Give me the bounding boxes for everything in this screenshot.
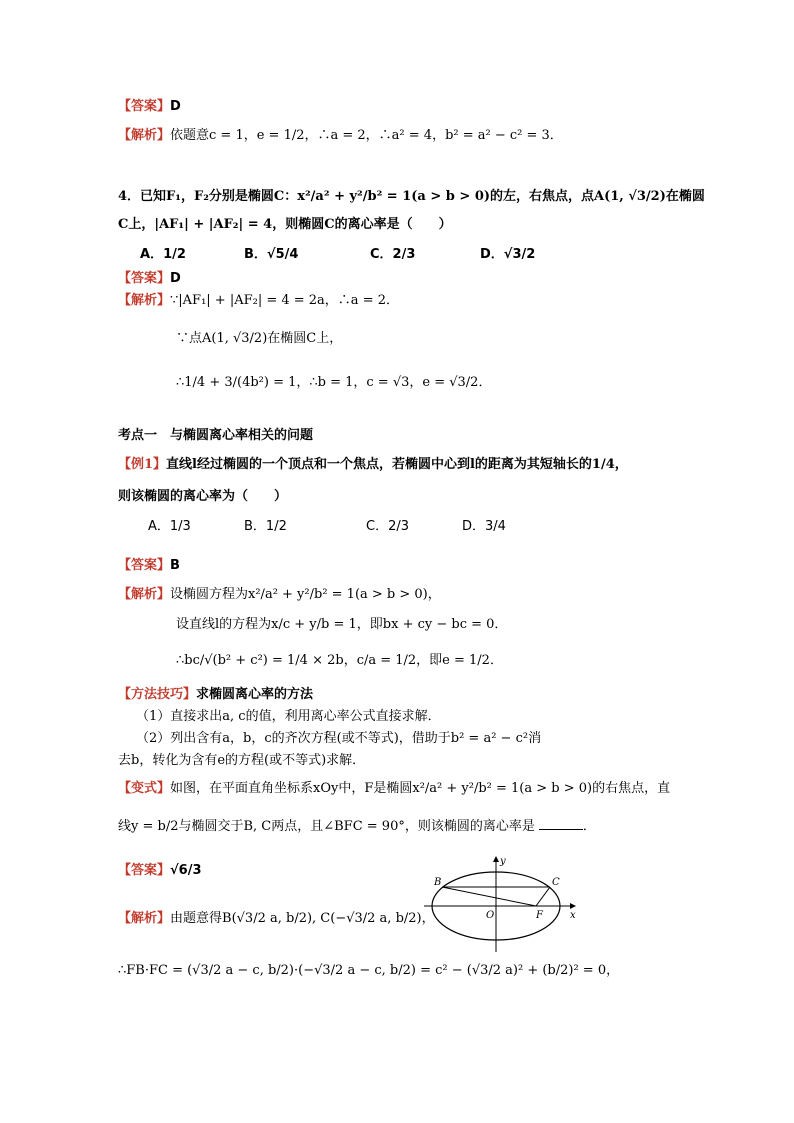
example-1-line-1: 【例1】直线l经过椭圆的一个顶点和一个焦点，若椭圆中心到l的距离为其短轴长的1/4， xyxy=(118,457,628,472)
answer-label: 【答案】 xyxy=(118,863,171,878)
analysis-row-1 xyxy=(118,127,563,145)
variant-line-2: 线y = b/2与椭圆交于B, C两点，且∠BFC = 90°，则该椭圆的离心率是 ． xyxy=(118,819,596,834)
analysis-row-4-2: ∵点A(1, √3/2)在椭圆C上， xyxy=(176,331,343,346)
analysis-row-e1-3: ∴bc/√(b² + c²) = 1/4 × 2b，c/a = 1/2，即e = 1/2． xyxy=(176,653,503,668)
analysis-text: 依题意c = 1，e = 1/2，∴a = 2，∴a² = 4，b² = a² − c² = 3． xyxy=(170,128,563,143)
analysis-row-v-1: 【解析】由题意得B(√3/2 a, b/2), C(−√3/2 a, b/2)， xyxy=(118,911,435,926)
label-f: F xyxy=(536,910,543,921)
problem-4-option-b: B．√5/4 xyxy=(244,247,299,262)
answer-label: 【答案】 xyxy=(118,99,171,114)
analysis-row-e1-1: 【解析】设椭圆方程为x²/a² + y²/b² = 1(a > b > 0)， xyxy=(118,587,441,602)
analysis-label: 【解析】 xyxy=(118,911,171,926)
label-x: x xyxy=(570,910,576,921)
answer-label: 【答案】 xyxy=(118,271,171,286)
label-y: y xyxy=(500,856,506,867)
problem-4-line-1: 4．已知F₁，F₂分别是椭圆C：x²/a² + y²/b² = 1(a > b > 0)的左，右焦点，点A(1, √3/2)在椭圆 xyxy=(118,189,705,204)
answer-value: D xyxy=(170,99,181,114)
example-1-line-2: 则该椭圆的离心率为（ ） xyxy=(118,489,288,504)
problem-4-option-c: C．2/3 xyxy=(370,247,416,262)
example-1-option-c: C．2/3 xyxy=(366,519,409,534)
label-c: C xyxy=(552,877,560,888)
analysis-label: 【解析】 xyxy=(118,128,171,143)
answer-row-4 xyxy=(118,270,181,288)
example-1-option-a: A．1/3 xyxy=(148,519,191,534)
segment-bf xyxy=(442,887,536,906)
example-1-option-d: D．3/4 xyxy=(462,519,506,534)
analysis-row-4-3: ∴1/4 + 3/(4b²) = 1，∴b = 1，c = √3，e = √3/2． xyxy=(176,375,492,390)
answer-blank xyxy=(539,829,583,830)
example-label: 【例1】 xyxy=(118,457,167,472)
problem-4-line-2: C上，|AF₁| + |AF₂| = 4，则椭圆C的离心率是（ ） xyxy=(118,217,452,232)
variant-line-1: 【变式】如图，在平面直角坐标系xOy中，F是椭圆x²/a² + y²/b² = 1(a > b > 0)的右焦点，直 xyxy=(118,781,671,796)
analysis-label: 【解析】 xyxy=(118,587,171,602)
answer-label: 【答案】 xyxy=(118,558,171,573)
answer-value: B xyxy=(170,558,180,573)
answer-row-v xyxy=(118,862,202,880)
segment-cf xyxy=(536,887,550,906)
section-title: 考点一 与椭圆离心率相关的问题 xyxy=(118,428,314,443)
problem-4-option-a: A．1/2 xyxy=(140,247,186,262)
analysis-row-4-1: 【解析】∵|AF₁| + |AF₂| = 4 = 2a，∴a = 2． xyxy=(118,293,399,308)
answer-value: D xyxy=(170,271,181,286)
label-o: O xyxy=(486,910,495,921)
answer-value: √6/3 xyxy=(170,863,202,878)
variant-label: 【变式】 xyxy=(118,781,171,796)
analysis-row-v-2: ∴FB·FC = (√3/2 a − c, b/2)·(−√3/2 a − c, b/2) = c² − (√3/2 a)² + (b/2)² = 0， xyxy=(118,963,620,978)
method-item-1: （1）直接求出a, c的值，利用离心率公式直接求解． xyxy=(136,709,441,724)
analysis-row-e1-2: 设直线l的方程为x/c + y/b = 1，即bx + cy − bc = 0． xyxy=(176,617,508,632)
ellipse-figure xyxy=(418,854,578,954)
example-1-option-b: B．1/2 xyxy=(244,519,287,534)
method-title-row xyxy=(118,686,313,704)
method-item-2a: （2）列出含有a，b，c的齐次方程(或不等式)，借助于b² = a² − c²消 xyxy=(136,731,542,746)
method-item-2b: 去b，转化为含有e的方程(或不等式)求解． xyxy=(118,753,366,768)
answer-row-e1 xyxy=(118,557,180,575)
y-axis-arrow xyxy=(493,856,499,862)
method-label: 【方法技巧】 xyxy=(118,687,197,702)
label-b: B xyxy=(434,877,442,888)
answer-row-1 xyxy=(118,98,181,116)
analysis-label: 【解析】 xyxy=(118,293,171,308)
x-axis-arrow xyxy=(570,903,576,909)
method-title: 求椭圆离心率的方法 xyxy=(196,687,314,702)
problem-4-option-d: D．√3/2 xyxy=(480,247,536,262)
